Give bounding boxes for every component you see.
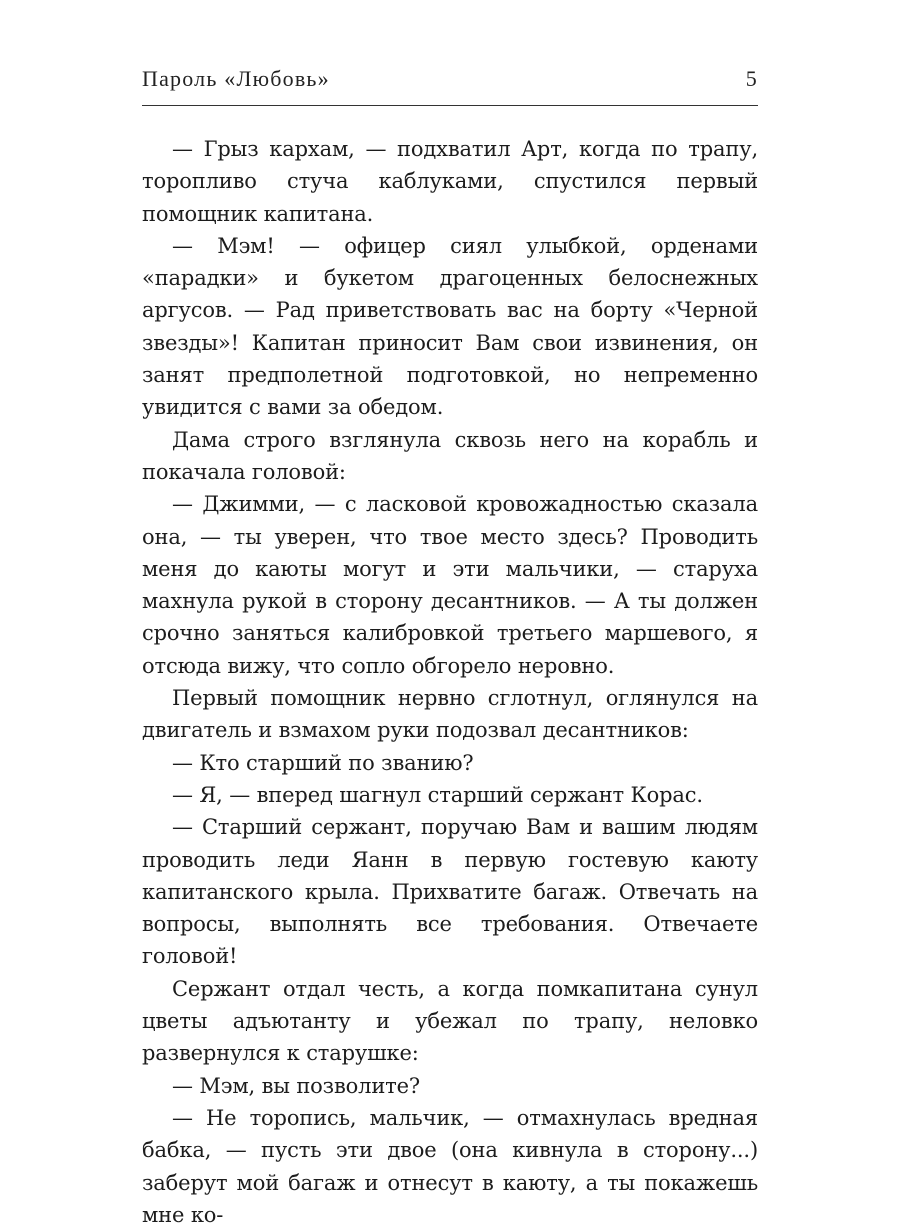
- paragraph: — Мэм! — офицер сиял улыбкой, орденами «парадки» и букетом драгоценных белоснежных аргусов. — Рад приветствовать вас на борту «Черной звезды»! Капитан приносит Вам свои извинения, он занят предполетной подготовкой, но непременно увидится с вами за обедом.: [142, 233, 758, 420]
- page-number: 5: [745, 66, 758, 91]
- running-head-title: Пароль «Любовь»: [142, 66, 330, 91]
- paragraph: — Старший сержант, поручаю Вам и вашим людям проводить леди Яанн в первую гостевую каюту капитанского крыла. Прихватите багаж. Отвечать на вопросы, выполнять все требования. Отвечаете головой!: [142, 815, 758, 969]
- paragraph: — Не торопись, мальчик, — отмахнулась вредная бабка, — пусть эти двое (она кивнула в сторону...) заберут мой багаж и отнесут в каюту, а ты покажешь мне ко-: [142, 1105, 758, 1227]
- header-rule: [142, 105, 758, 106]
- paragraph: — Мэм, вы позволите?: [172, 1073, 421, 1098]
- body-text: [142, 133, 758, 1231]
- running-head: [142, 66, 758, 98]
- paragraph: Первый помощник нервно сглотнул, оглянулся на двигатель и взмахом руки подозвал десантников:: [142, 686, 758, 743]
- book-page: [142, 0, 758, 1227]
- paragraph: — Я, — вперед шагнул старший сержант Корас.: [172, 782, 703, 807]
- paragraph: Дама строго взглянула сквозь него на корабль и покачала головой:: [142, 427, 758, 484]
- paragraph: — Джимми, — с ласковой кровожадностью сказала она, — ты уверен, что твое место здесь? Проводить меня до каюты могут и эти мальчики, — старуха махнула рукой в сторону десантников. — А ты должен срочно заняться калибровкой третьего маршевого, я отсюда вижу, что сопло обгорело неровно.: [142, 492, 758, 678]
- paragraph: — Грыз кархам, — подхватил Арт, когда по трапу, торопливо стуча каблуками, спустился первый помощник капитана.: [142, 137, 758, 226]
- paragraph: Сержант отдал честь, а когда помкапитана сунул цветы адъютанту и убежал по трапу, неловко развернулся к старушке:: [142, 976, 758, 1066]
- paragraph: — Кто старший по званию?: [172, 750, 474, 775]
